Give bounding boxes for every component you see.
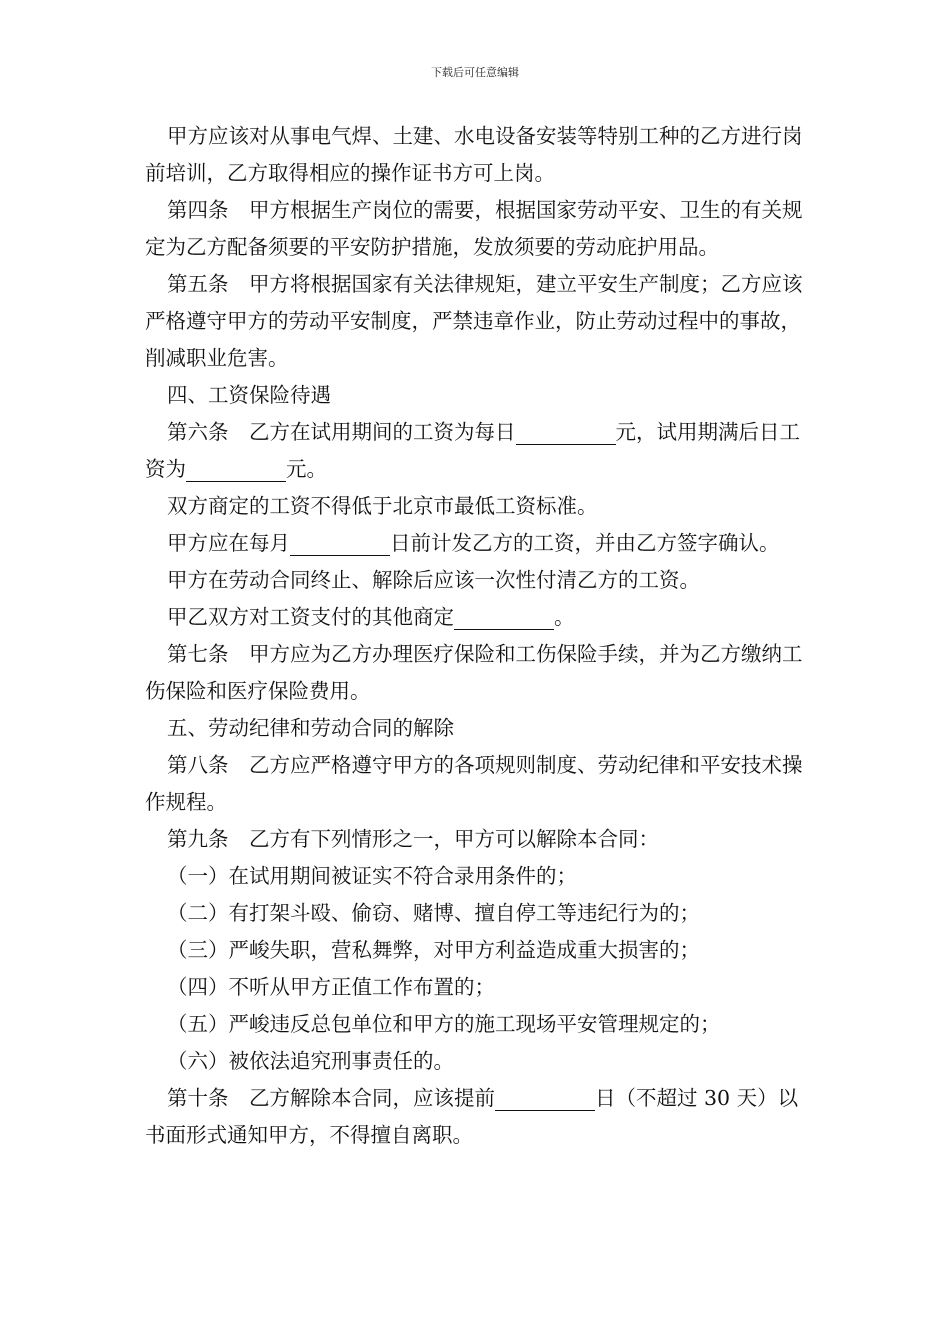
notice-days-blank[interactable]: [495, 1086, 595, 1111]
article-10-text-a: 第十条 乙方解除本合同，应该提前: [167, 1086, 495, 1110]
article-8: 第八条 乙方应严格遵守甲方的各项规则制度、劳动纪律和平安技术操作规程。: [145, 753, 803, 814]
article-10: [145, 1080, 813, 1154]
section-heading-4: 四、工资保险待遇: [167, 383, 331, 407]
list-item: （一）在试用期间被证实不符合录用条件的；: [167, 864, 577, 888]
paragraph-payday: [145, 525, 813, 562]
payday-text-b: 日前计发乙方的工资，并由乙方签字确认。: [390, 531, 780, 555]
paragraph-other-terms: [145, 599, 813, 636]
payday-blank[interactable]: [290, 531, 390, 556]
article-7: 第七条 甲方应为乙方办理医疗保险和工伤保险手续，并为乙方缴纳工伤保险和医疗保险费用。: [145, 642, 803, 703]
other-terms-blank[interactable]: [454, 605, 554, 630]
list-item: （四）不听从甲方正值工作布置的；: [167, 975, 495, 999]
paragraph-settlement: 甲方在劳动合同终止、解除后应该一次性付清乙方的工资。: [167, 568, 700, 592]
page-header: 下载后可任意编辑: [431, 66, 519, 79]
list-item: （五）严峻违反总包单位和甲方的施工现场平安管理规定的；: [167, 1012, 721, 1036]
other-terms-text-a: 甲乙双方对工资支付的其他商定: [167, 605, 454, 629]
post-probation-wage-blank[interactable]: [186, 457, 286, 482]
paragraph-min-wage: 双方商定的工资不得低于北京市最低工资标准。: [167, 494, 598, 518]
article-6: [145, 414, 813, 488]
other-terms-text-b: 。: [554, 605, 575, 629]
paragraph-training: 甲方应该对从事电气焊、土建、水电设备安装等特别工种的乙方进行岗前培训，乙方取得相应的操作证书方可上岗。: [145, 124, 803, 185]
document-body: [145, 118, 813, 1154]
article-6-text-a: 第六条 乙方在试用期间的工资为每日: [167, 420, 516, 444]
article-10-text-b: 日（不超过 30 天）以书面形式通知甲方，不得擅自离职。: [145, 1086, 799, 1147]
article-6-text-c: 元。: [286, 457, 327, 481]
list-item: （二）有打架斗殴、偷窃、赌博、擅自停工等违纪行为的；: [167, 901, 700, 925]
section-heading-5: 五、劳动纪律和劳动合同的解除: [167, 716, 454, 740]
daily-wage-blank[interactable]: [516, 420, 616, 445]
list-item: （六）被依法追究刑事责任的。: [167, 1049, 454, 1073]
article-5: 第五条 甲方将根据国家有关法律规矩，建立平安生产制度；乙方应该严格遵守甲方的劳动平安制度，严禁违章作业，防止劳动过程中的事故，削减职业危害。: [145, 272, 803, 370]
article-9: 第九条 乙方有下列情形之一，甲方可以解除本合同：: [167, 827, 659, 851]
list-item: （三）严峻失职，营私舞弊，对甲方利益造成重大损害的；: [167, 938, 700, 962]
article-6-text-b: 元，试用期满后日工资为: [145, 420, 800, 481]
article-4: 第四条 甲方根据生产岗位的需要，根据国家劳动平安、卫生的有关规定为乙方配备须要的平安防护措施，发放须要的劳动庇护用品。: [145, 198, 803, 259]
payday-text-a: 甲方应在每月: [167, 531, 290, 555]
